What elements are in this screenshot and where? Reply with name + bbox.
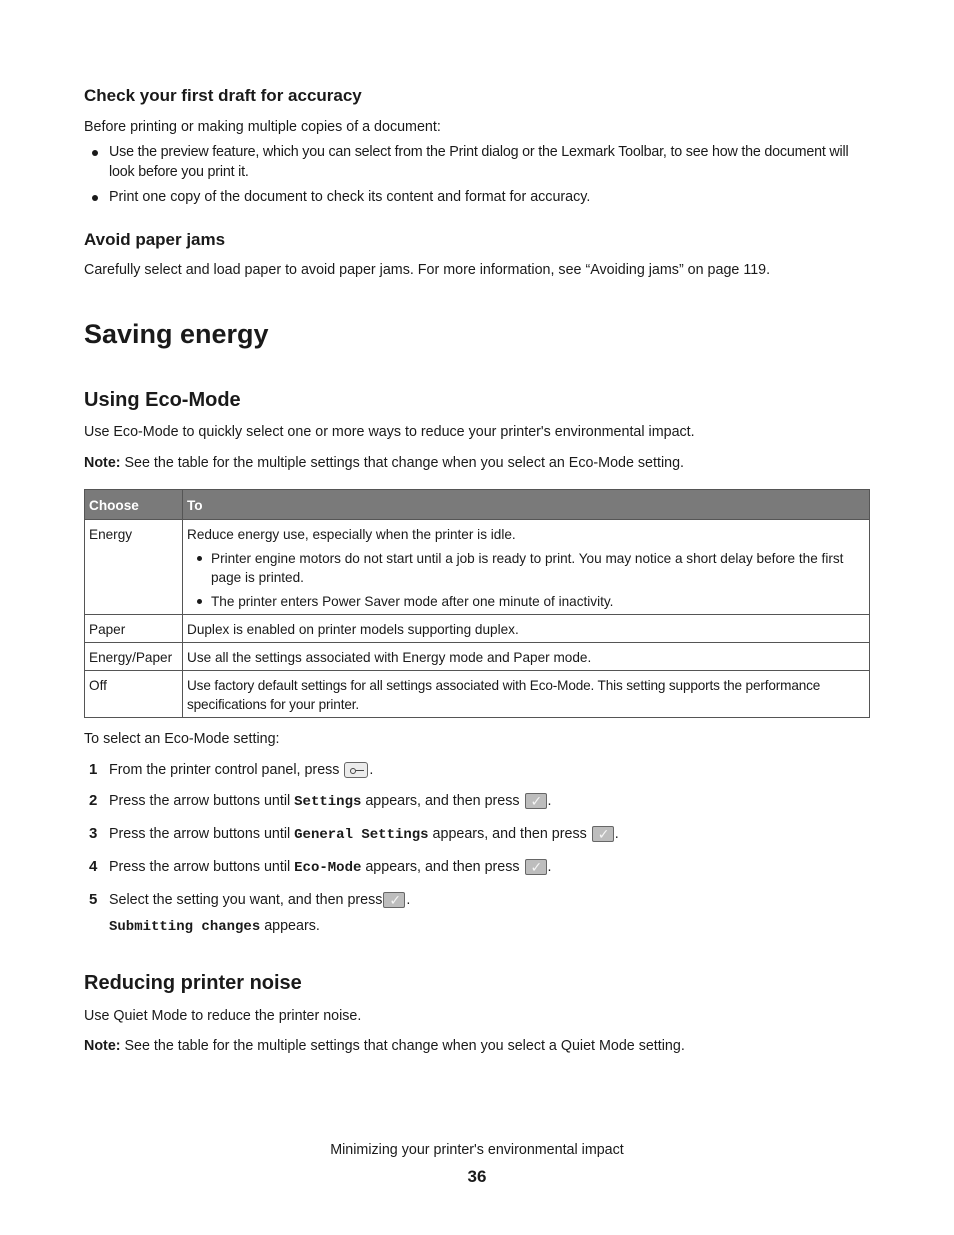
avoid-jams-text (84, 261, 770, 280)
note-label: Note: (84, 455, 121, 471)
cell-choose: Off (85, 671, 183, 718)
page-number: 36 (467, 1167, 487, 1186)
check-icon (383, 892, 405, 908)
step-4 (84, 857, 870, 889)
check-icon (525, 859, 547, 875)
result-text: appears. (260, 918, 320, 934)
select-intro: To select an Eco-Mode setting: (84, 731, 280, 747)
step-5 (84, 890, 870, 914)
list-item: Printer engine motors do not start until a job is ready to print. You may notice a short delay before the first page is printed. (187, 549, 865, 587)
step-code: Settings (294, 794, 362, 810)
step-2 (84, 791, 870, 823)
cell-to (183, 520, 870, 615)
noise-note (84, 1037, 685, 1056)
step-number: 4 (89, 858, 98, 875)
step-number: 1 (89, 761, 98, 778)
table-row (85, 520, 870, 615)
noise-intro: Use Quiet Mode to reduce the printer noise. (84, 1008, 362, 1024)
step-end: . (547, 859, 552, 875)
footer-chapter: Minimizing your printer's environmental impact (330, 1142, 624, 1158)
cell-to: Duplex is enabled on printer models supporting duplex. (183, 615, 870, 643)
cell-to-text: Reduce energy use, especially when the printer is idle. (187, 527, 516, 542)
list-item: Use the preview feature, which you can select from the Print dialog or the Lexmark Toolbar, to see how the document will look before you print it. (84, 143, 870, 182)
list-item: Print one copy of the document to check its content and format for accuracy. (84, 188, 870, 208)
page-footer (0, 1140, 954, 1188)
table-row (85, 643, 870, 671)
step-1 (84, 760, 870, 792)
step-text: Press the arrow buttons until (109, 826, 295, 842)
step-code: General Settings (294, 827, 429, 843)
eco-intro: Use Eco-Mode to quickly select one or more ways to reduce your printer's environmental impact. (84, 424, 695, 440)
note-label: Note: (84, 1038, 121, 1054)
eco-steps (84, 760, 870, 944)
step-result (84, 916, 870, 948)
note-text: See the table for the multiple settings that change when you select a Quiet Mode setting. (120, 1038, 685, 1054)
heading-avoid-jams: Avoid paper jams (84, 230, 226, 249)
eco-mode-table (84, 489, 870, 718)
check-icon (525, 793, 547, 809)
list-item: The printer enters Power Saver mode after one minute of inactivity. (187, 592, 865, 611)
heading-eco-mode: Using Eco-Mode (84, 389, 241, 411)
result-code: Submitting changes (109, 919, 261, 935)
step-text-after: appears, and then press (361, 793, 524, 809)
step-text: From the printer control panel, press (109, 762, 344, 778)
check-draft-intro: Before printing or making multiple copies of a document: (84, 119, 441, 135)
page-title: Saving energy (84, 319, 269, 349)
check-draft-bullets (84, 143, 870, 208)
table-header-row (85, 490, 870, 520)
step-text: Select the setting you want, and then press (109, 892, 383, 908)
step-text: Press the arrow buttons until (109, 793, 295, 809)
step-text: Press the arrow buttons until (109, 859, 295, 875)
step-number: 3 (89, 825, 98, 842)
step-end: . (614, 826, 619, 842)
heading-reducing-noise: Reducing printer noise (84, 972, 302, 994)
menu-icon (344, 762, 368, 778)
table-row (85, 671, 870, 718)
step-end: . (369, 762, 374, 778)
step-end: . (406, 892, 411, 908)
step-text-after: appears, and then press (361, 859, 524, 875)
energy-bullets (187, 549, 865, 611)
column-header-choose: Choose (85, 490, 183, 520)
heading-check-draft: Check your first draft for accuracy (84, 86, 362, 105)
cell-choose: Paper (85, 615, 183, 643)
note-text: See the table for the multiple settings that change when you select an Eco-Mode setting. (120, 455, 685, 471)
check-icon (592, 826, 614, 842)
step-text-after: appears, and then press (428, 826, 591, 842)
step-code: Eco-Mode (294, 860, 362, 876)
avoid-jams-sentence: Carefully select and load paper to avoid paper jams. For more information, see “Avoiding jams” on page 119. (84, 262, 771, 278)
step-3 (84, 824, 870, 856)
column-header-to: To (183, 490, 870, 520)
step-end: . (547, 793, 552, 809)
table-row (85, 615, 870, 643)
cell-choose: Energy/Paper (85, 643, 183, 671)
cell-choose: Energy (85, 520, 183, 615)
step-number: 5 (89, 891, 98, 908)
cell-to: Use all the settings associated with Energy mode and Paper mode. (183, 643, 870, 671)
eco-note (84, 454, 684, 473)
cell-to: Use factory default settings for all settings associated with Eco-Mode. This setting supports the performance specifications for your printer. (183, 671, 870, 718)
step-number: 2 (89, 792, 98, 809)
